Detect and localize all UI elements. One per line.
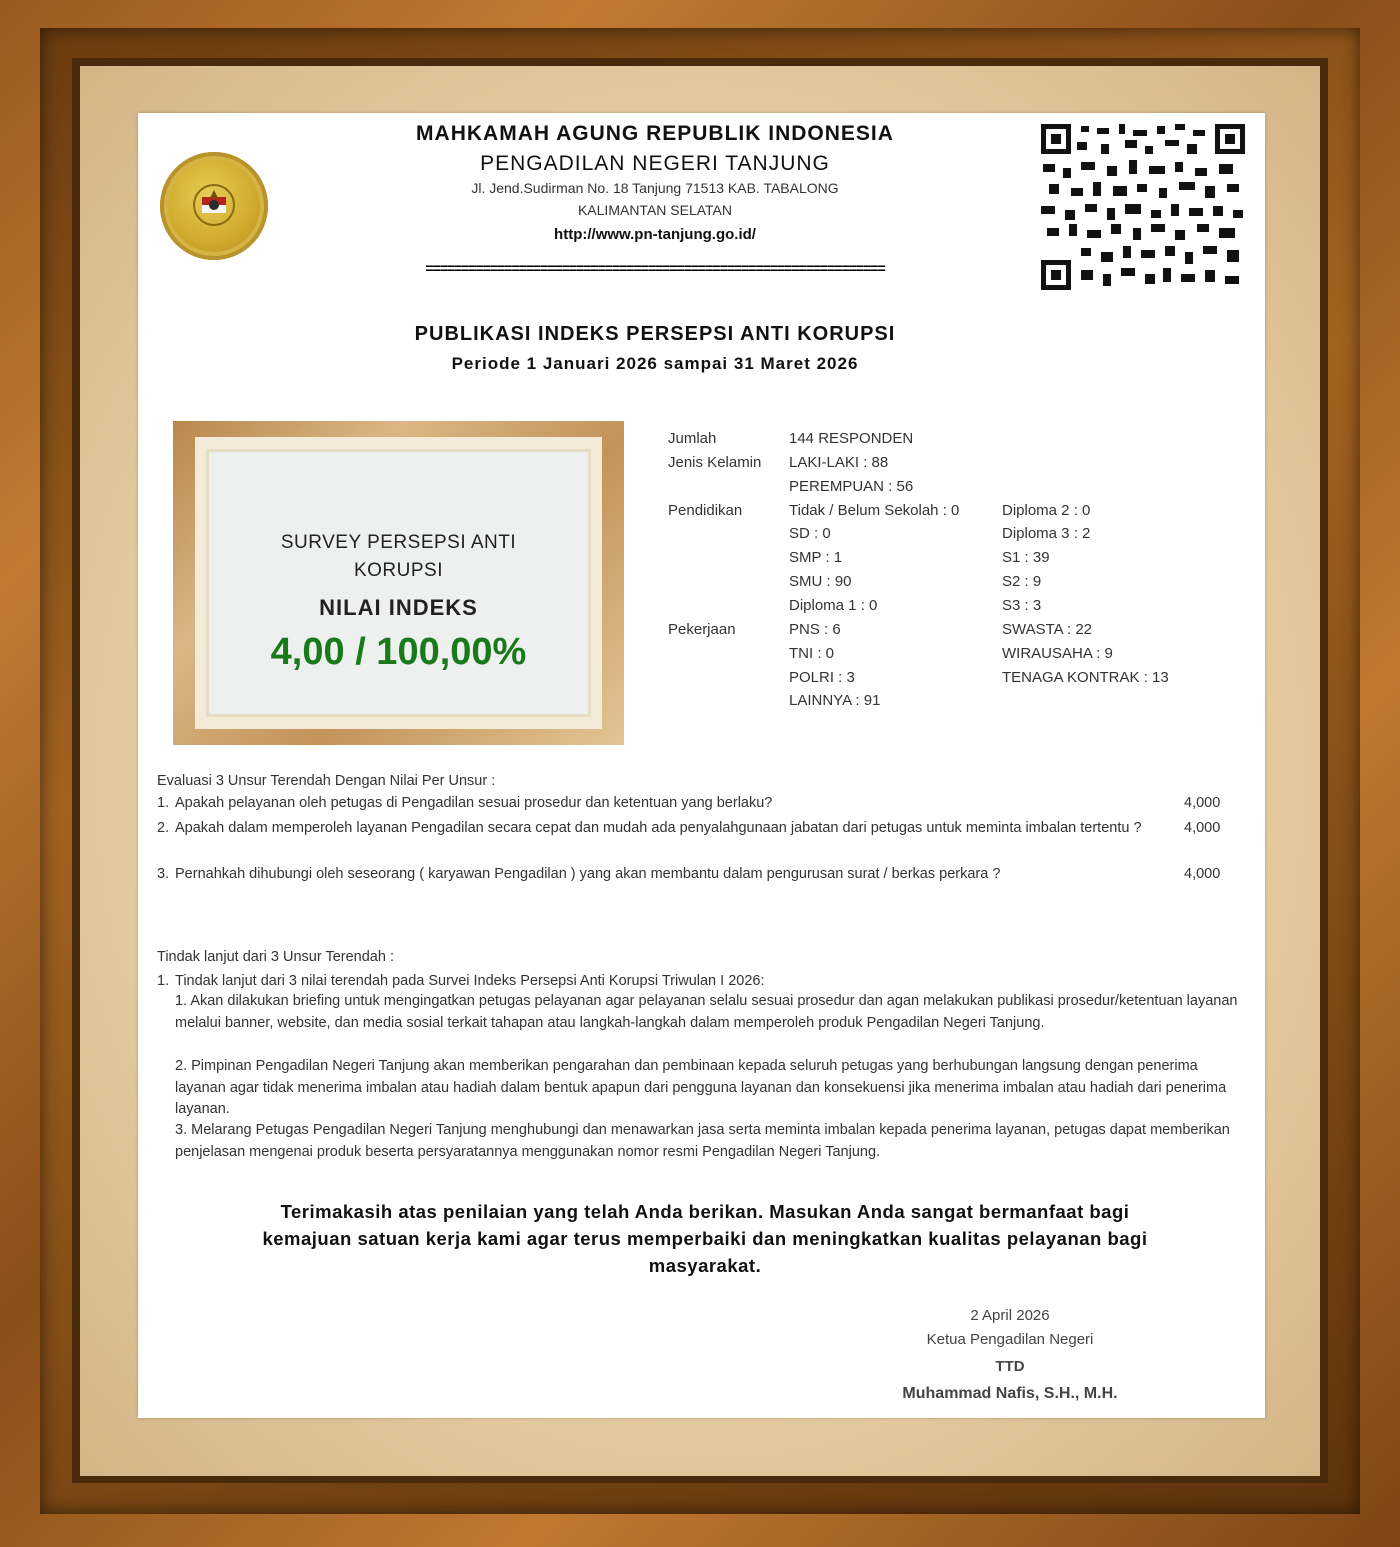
index-board bbox=[206, 449, 591, 717]
stat-job-item: TENAGA KONTRAK : 13 bbox=[1002, 669, 1169, 686]
index-board-frame bbox=[173, 421, 624, 745]
followup-intro: Tindak lanjut dari 3 nilai terendah pada Survei Indeks Persepsi Anti Korupsi Triwulan I 2026: bbox=[175, 973, 765, 989]
stat-job-item: TNI : 0 bbox=[789, 645, 835, 662]
publication-period: Periode 1 Januari 2026 sampai 31 Maret 2026 bbox=[451, 354, 859, 373]
evaluation-value: 4,000 bbox=[1184, 820, 1221, 836]
stat-edu-item: S2 : 9 bbox=[1002, 573, 1042, 590]
followup-item: 1. Akan dilakukan briefing untuk mengingatkan petugas pelayanan agar pelayanan selalu sesuai prosedur dan agan melakukan publikasi prosedur/ketentuan layanan melalui banner, website, dan media sosial terkait tahapan atau langkah-langkah dalam memperoleh produk Pengadilan Negeri Tanjung. bbox=[175, 993, 1238, 1031]
stat-job-item: WIRAUSAHA : 9 bbox=[1002, 645, 1113, 662]
header-address1: Jl. Jend.Sudirman No. 18 Tanjung 71513 KAB. TABALONG bbox=[471, 180, 839, 196]
board-index-label: NILAI INDEKS bbox=[319, 595, 478, 620]
stat-edu-item: S3 : 3 bbox=[1002, 597, 1042, 614]
evaluation-question: Apakah pelayanan oleh petugas di Pengadilan sesuai prosedur dan ketentuan yang berlaku? bbox=[175, 795, 773, 811]
evaluation-question: Apakah dalam memperoleh layanan Pengadilan secara cepat dan mudah ada penyalahgunaan jabatan dari petugas untuk meminta imbalan tertentu ? bbox=[175, 820, 1142, 836]
evaluation-num: 1. bbox=[157, 795, 170, 811]
followup-item: 2. Pimpinan Pengadilan Negeri Tanjung akan memberikan pengarahan dan pembinaan kepada seluruh petugas yang berhubungan langsung dengan penerima layanan agar tidak menerima imbalan atau hadiah dalam bentuk apapun dari pengguna layanan dan konsekuensi jika menerima imbalan atau hadiah dari penerima layanan. bbox=[175, 1058, 1227, 1117]
stat-edu-item: Tidak / Belum Sekolah : 0 bbox=[789, 502, 960, 519]
stat-edu-item: Diploma 2 : 0 bbox=[1002, 502, 1091, 519]
board-title-line1: SURVEY PERSEPSI ANTI bbox=[280, 532, 517, 553]
qr-code-icon bbox=[1041, 124, 1245, 290]
stat-job-item: POLRI : 3 bbox=[789, 669, 855, 686]
thanks-message: Terimakasih atas penilaian yang telah Anda berikan. Masukan Anda sangat bermanfaat bagi kemajuan satuan kerja kami agar terus memperbaiki dan meningkatkan kualitas pelayanan bagi masyarakat. bbox=[262, 1201, 1148, 1276]
evaluation-question: Pernahkah dihubungi oleh seseorang ( karyawan Pengadilan ) yang akan membantu dalam pengurusan surat / berkas perkara ? bbox=[175, 866, 1001, 882]
stat-edu-item: Diploma 3 : 2 bbox=[1002, 525, 1091, 542]
followup-intro-num: 1. bbox=[157, 973, 170, 989]
followup-title: Tindak lanjut dari 3 Unsur Terendah : bbox=[157, 949, 394, 965]
evaluation-value: 4,000 bbox=[1184, 795, 1221, 811]
header-line2: PENGADILAN NEGERI TANJUNG bbox=[480, 152, 830, 175]
board-title-line2: KORUPSI bbox=[353, 560, 444, 581]
signature-name: Muhammad Nafis, S.H., M.H. bbox=[902, 1385, 1118, 1402]
signature-position: Ketua Pengadilan Negeri bbox=[926, 1331, 1094, 1348]
evaluation-num: 2. bbox=[157, 820, 170, 836]
signature-date: 2 April 2026 bbox=[970, 1307, 1050, 1324]
stat-jumlah-value: 144 RESPONDEN bbox=[789, 430, 914, 447]
stat-edu-item: Diploma 1 : 0 bbox=[789, 597, 878, 614]
stat-jumlah-label: Jumlah bbox=[668, 430, 717, 447]
stat-edu-label: Pendidikan bbox=[668, 502, 743, 519]
stat-gender-female: PEREMPUAN : 56 bbox=[789, 478, 914, 495]
followup-item: 3. Melarang Petugas Pengadilan Negeri Tanjung menghubungi dan menawarkan jasa serta meminta imbalan kepada penerima layanan, petugas dapat memberikan penjelasan mengenai produk beserta persyaratannya menggunakan nomor resmi Pengadilan Negeri Tanjung. bbox=[175, 1122, 1230, 1160]
publication-title: PUBLIKASI INDEKS PERSEPSI ANTI KORUPSI bbox=[414, 323, 896, 345]
stat-edu-item: SMU : 90 bbox=[789, 573, 852, 590]
signature-ttd: TTD bbox=[995, 1358, 1025, 1375]
header-website[interactable]: http://www.pn-tanjung.go.id/ bbox=[554, 226, 756, 243]
header-address2: KALIMANTAN SELATAN bbox=[577, 202, 733, 218]
evaluation-num: 3. bbox=[157, 866, 170, 882]
stat-job-label: Pekerjaan bbox=[668, 621, 736, 638]
stat-gender-label: Jenis Kelamin bbox=[668, 454, 762, 471]
header-separator: ================================================================ bbox=[425, 260, 885, 276]
stat-job-item: LAINNYA : 91 bbox=[789, 692, 881, 709]
court-seal-icon bbox=[160, 152, 268, 260]
board-index-value: 4,00 / 100,00% bbox=[270, 631, 527, 673]
stat-edu-item: SMP : 1 bbox=[789, 549, 843, 566]
evaluation-title: Evaluasi 3 Unsur Terendah Dengan Nilai Per Unsur : bbox=[157, 773, 496, 789]
stat-gender-male: LAKI-LAKI : 88 bbox=[789, 454, 889, 471]
stat-edu-item: SD : 0 bbox=[789, 525, 831, 542]
header-line1: MAHKAMAH AGUNG REPUBLIK INDONESIA bbox=[416, 122, 894, 145]
stat-edu-item: S1 : 39 bbox=[1002, 549, 1050, 566]
evaluation-value: 4,000 bbox=[1184, 866, 1221, 882]
stat-job-item: SWASTA : 22 bbox=[1002, 621, 1093, 638]
stat-job-item: PNS : 6 bbox=[789, 621, 841, 638]
